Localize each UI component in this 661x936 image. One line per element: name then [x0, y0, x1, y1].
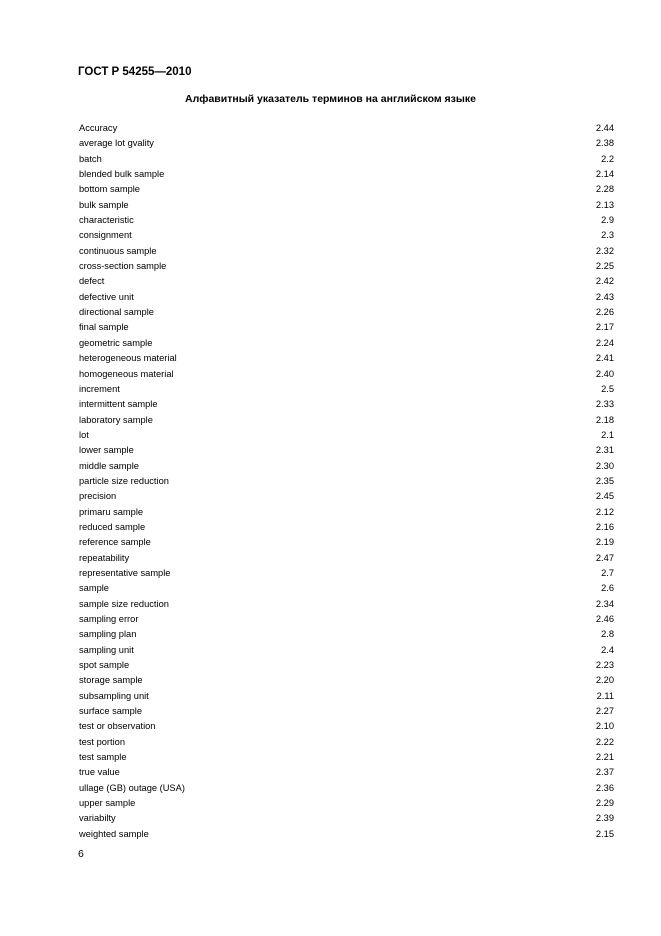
index-entry: [79, 305, 614, 320]
index-entry: [79, 735, 614, 750]
index-entry: [79, 121, 614, 136]
index-reference: 2.18: [595, 414, 614, 425]
index-title: Алфавитный указатель терминов на английском языке: [185, 93, 476, 105]
index-reference: 2.2: [601, 153, 614, 164]
index-term: sampling unit: [79, 644, 134, 655]
index-entry: [79, 382, 614, 397]
index-term: Accuracy: [79, 123, 118, 133]
index-term: repeatability: [79, 552, 130, 563]
index-reference: 2.7: [601, 567, 614, 578]
index-reference: 2.28: [595, 184, 614, 195]
index-reference: 2.46: [595, 614, 614, 624]
index-term: middle sample: [79, 460, 139, 471]
index-term: lot: [79, 429, 89, 440]
index-entry: [79, 489, 614, 504]
index-entry: [79, 535, 614, 550]
index-reference: 2.23: [595, 660, 614, 671]
index-reference: 2.39: [595, 813, 614, 824]
index-term: increment: [79, 383, 120, 394]
index-reference: 2.47: [595, 552, 614, 563]
index-reference: 2.13: [595, 199, 614, 210]
index-term: variabilty: [79, 813, 116, 824]
index-entry: [79, 673, 614, 688]
index-term: test or observation: [79, 721, 156, 732]
index-term: true value: [79, 767, 120, 778]
index-term: final sample: [79, 322, 129, 333]
index-term: homogeneous material: [79, 368, 174, 379]
index-entry: [79, 428, 614, 443]
index-entry: [79, 367, 614, 382]
index-reference: 2.29: [595, 798, 614, 809]
index-entry: [79, 551, 614, 566]
index-entry: [79, 689, 614, 704]
index-entry: [79, 827, 614, 842]
index-reference: 2.14: [595, 169, 614, 180]
index-entry: [79, 719, 614, 734]
index-entry: [79, 811, 614, 826]
index-entry: [79, 781, 614, 796]
index-reference: 2.17: [595, 322, 614, 333]
index-entry: [79, 136, 614, 151]
index-reference: 2.6: [601, 583, 614, 594]
index-entry: [79, 228, 614, 243]
index-term: subsampling unit: [79, 690, 149, 701]
index-term: characteristic: [79, 215, 134, 226]
index-term: sampling plan: [79, 629, 137, 640]
index-term: primaru sample: [79, 506, 144, 517]
index-term: reference sample: [79, 537, 151, 548]
index-reference: 2.10: [595, 721, 614, 732]
index-entry: [79, 704, 614, 719]
index-entry: [79, 566, 614, 581]
index-entry: [79, 474, 614, 489]
index-reference: 2.31: [595, 445, 614, 456]
page-number: 6: [78, 848, 84, 860]
index-reference: 2.36: [595, 782, 614, 793]
index-entry: [79, 244, 614, 259]
index-entry: [79, 612, 614, 627]
index-term: intermittent sample: [79, 399, 158, 410]
index-reference: 2.30: [595, 460, 614, 471]
document-header: ГОСТ Р 54255—2010: [78, 66, 192, 78]
index-entry: [79, 336, 614, 351]
index-entry: [79, 274, 614, 289]
index-term: representative sample: [79, 567, 171, 578]
index-reference: 2.35: [595, 475, 614, 486]
index-reference: 2.44: [595, 123, 614, 133]
index-reference: 2.38: [595, 138, 614, 149]
index-entry: [79, 443, 614, 458]
index-reference: 2.33: [595, 399, 614, 410]
index-term: particle size reduction: [79, 475, 169, 486]
index-entry: [79, 658, 614, 673]
index-reference: 2.1: [601, 429, 614, 440]
term-index-list: [79, 121, 614, 842]
index-reference: 2.20: [595, 675, 614, 686]
index-term: laboratory sample: [79, 414, 153, 425]
index-term: test sample: [79, 752, 127, 763]
index-reference: 2.16: [595, 521, 614, 532]
index-entry: [79, 627, 614, 642]
index-reference: 2.45: [595, 491, 614, 502]
index-term: geometric sample: [79, 337, 153, 348]
index-term: reduced sample: [79, 521, 146, 532]
index-entry: [79, 198, 614, 213]
index-term: surface sample: [79, 706, 143, 717]
index-reference: 2.24: [595, 337, 614, 348]
index-term: sample size reduction: [79, 598, 169, 609]
index-entry: [79, 765, 614, 780]
index-reference: 2.42: [595, 276, 614, 287]
index-reference: 2.41: [595, 353, 614, 364]
index-term: storage sample: [79, 675, 143, 686]
index-term: continuous sample: [79, 245, 157, 256]
index-entry: [79, 581, 614, 596]
index-entry: [79, 152, 614, 167]
index-term: defective unit: [79, 291, 134, 302]
index-reference: 2.34: [595, 598, 614, 609]
index-term: lower sample: [79, 445, 134, 456]
index-reference: 2.11: [596, 690, 614, 701]
index-entry: [79, 520, 614, 535]
index-term: upper sample: [79, 798, 136, 809]
index-term: directional sample: [79, 307, 154, 318]
index-entry: [79, 213, 614, 228]
index-reference: 2.8: [601, 629, 614, 640]
index-reference: 2.21: [595, 752, 614, 763]
index-entry: [79, 597, 614, 612]
index-term: sample: [79, 583, 109, 594]
index-reference: 2.15: [595, 828, 614, 839]
index-reference: 2.4: [601, 644, 614, 655]
index-reference: 2.40: [595, 368, 614, 379]
index-entry: [79, 320, 614, 335]
index-entry: [79, 351, 614, 366]
index-entry: [79, 397, 614, 412]
index-term: spot sample: [79, 660, 130, 671]
index-term: heterogeneous material: [79, 353, 177, 364]
index-entry: [79, 167, 614, 182]
index-entry: [79, 505, 614, 520]
index-term: average lot gvality: [79, 138, 154, 149]
index-term: batch: [79, 153, 102, 164]
index-reference: 2.9: [601, 215, 614, 226]
index-term: test portion: [79, 736, 125, 747]
index-entry: [79, 459, 614, 474]
index-entry: [79, 413, 614, 428]
index-reference: 2.5: [601, 383, 614, 394]
index-reference: 2.27: [595, 706, 614, 717]
index-entry: [79, 643, 614, 658]
index-term: defect: [79, 276, 105, 287]
index-term: blended bulk sample: [79, 169, 165, 180]
index-entry: [79, 750, 614, 765]
index-entry: [79, 259, 614, 274]
index-reference: 2.22: [595, 736, 614, 747]
index-reference: 2.26: [595, 307, 614, 318]
index-entry: [79, 182, 614, 197]
index-term: bottom sample: [79, 184, 140, 195]
index-reference: 2.37: [595, 767, 614, 778]
index-reference: 2.19: [595, 537, 614, 548]
index-entry: [79, 290, 614, 305]
index-entry: [79, 796, 614, 811]
index-term: weighted sample: [79, 828, 149, 839]
index-reference: 2.32: [595, 245, 614, 256]
index-reference: 2.12: [595, 506, 614, 517]
index-reference: 2.25: [595, 261, 614, 272]
index-term: precision: [79, 491, 117, 502]
index-reference: 2.3: [601, 230, 614, 241]
index-reference: 2.43: [595, 291, 614, 302]
index-term: consignment: [79, 230, 132, 241]
index-term: sampling error: [79, 614, 139, 624]
index-term: bulk sample: [79, 199, 129, 210]
index-term: cross-section sample: [79, 261, 167, 272]
index-term: ullage (GB) outage (USA): [79, 782, 185, 793]
